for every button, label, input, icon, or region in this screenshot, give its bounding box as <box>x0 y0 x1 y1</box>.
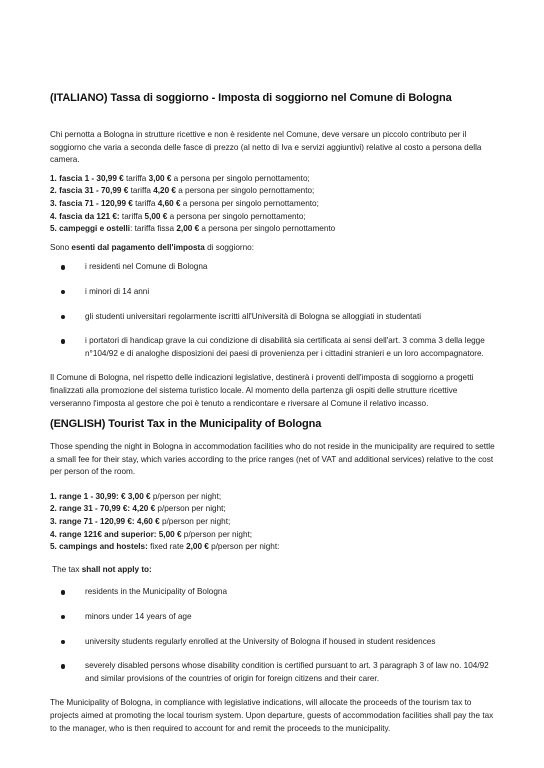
rate-amount: 2,00 € <box>176 224 200 234</box>
italian-rate-item <box>50 211 496 224</box>
english-rate-item <box>50 516 496 529</box>
bullet-icon <box>61 265 65 269</box>
list-item <box>50 311 496 324</box>
rate-text: p/person per night; <box>155 504 226 514</box>
rate-text: a persona per singolo pernottamento; <box>171 173 310 183</box>
italian-exemptions-heading <box>50 242 496 255</box>
italian-closing-paragraph: Il Comune di Bologna, nel rispetto delle indicazioni legislative, destinerà i proventi dell'imposta di soggiorno a progetti finalizzati alla promozione del sistema turistico locale. Al momento della partenza gli ospiti delle strutture ricettive verseranno l'imposta al gestore che poi è tenuto a rendicontare e riversare al Comune il relativo incasso. <box>50 373 474 408</box>
italian-rate-item <box>50 173 496 186</box>
rate-range: 5. campeggi e ostelli <box>50 224 131 234</box>
rate-range: 1. range 1 - 30,99: € 3,00 € <box>50 491 151 501</box>
rate-range: 2. range 31 - 70,99 €: 4,20 € <box>50 504 156 514</box>
list-item <box>50 586 496 599</box>
list-item <box>50 611 496 624</box>
exempt-text: The tax <box>50 564 82 574</box>
list-item-text: severely disabled persons whose disability condition is certified pursuant to art. 3 paragraph 3 of law no. 104/92 and similar provisions of the countries of origin for foreign citizens and their carer. <box>85 661 489 683</box>
english-exemption-list <box>50 586 496 685</box>
list-item <box>50 660 496 685</box>
list-item-text: i minori di 14 anni <box>85 286 150 296</box>
list-item-text: i portatori di handicap grave la cui condizione di disabilità sia certificata ai sensi dell'art. 3 comma 3 della legge n°104/92 e di analoghe disposizioni dei paesi di provenienza per i cittadini stranieri e un loro accompagnatore. <box>85 336 485 358</box>
exempt-text: di soggiorno: <box>204 242 255 252</box>
rate-text: p/person per night: <box>208 542 280 552</box>
bullet-icon <box>61 339 65 343</box>
english-rate-item <box>50 491 496 504</box>
english-closing-paragraph: The Municipality of Bologna, in compliance with legislative indications, will allocate the proceeds of the tourism tax to projects aimed at promoting the local tourism system. Upon departure, guests of accommodation facilities shall pay the tax to the manager, who is then required to account for and remit the proceeds to the municipality. <box>50 698 494 733</box>
rate-range: 5. campings and hostels: <box>50 542 148 552</box>
rate-text: a persona per singolo pernottamento; <box>167 211 306 221</box>
rate-text: tariffa <box>123 173 149 183</box>
bullet-icon <box>61 615 65 619</box>
italian-rate-item <box>50 198 496 211</box>
list-item-text: minors under 14 years of age <box>85 611 192 621</box>
rate-amount: 4,20 € <box>153 186 176 196</box>
list-item <box>50 261 496 274</box>
rate-text: p/person per night; <box>181 529 253 539</box>
italian-rate-list <box>50 173 496 236</box>
italian-section <box>50 91 496 410</box>
rate-text: tariffa <box>132 198 158 208</box>
bullet-icon <box>61 290 65 294</box>
rate-text: tariffa <box>128 186 154 196</box>
rate-text: a persona per singolo pernottamento <box>199 224 336 234</box>
list-item <box>50 286 496 299</box>
rate-text: fixed rate <box>147 542 187 552</box>
list-item-text: gli studenti universitari regolarmente iscritti all'Università di Bologna se alloggiati in studentati <box>85 311 422 321</box>
bullet-icon <box>61 590 65 594</box>
rate-range: 4. range 121€ and superior: 5,00 € <box>50 529 182 539</box>
italian-intro: Chi pernotta a Bologna in strutture ricettive e non è residente nel Comune, deve versare un piccolo contributo per il soggiorno che varia a seconda delle fasce di prezzo (al netto di Iva e servizi aggiuntivi) relative al costo a persona della camera. <box>50 130 482 165</box>
rate-text: a persona per singolo pernottamento; <box>175 186 315 196</box>
rate-range: 3. range 71 - 120,99 €: 4,60 € <box>50 516 160 526</box>
english-rate-item <box>50 503 496 516</box>
rate-text: : tariffa fissa <box>130 224 177 234</box>
rate-text: p/person per night; <box>150 491 222 501</box>
rate-amount: 2,00 € <box>186 542 209 552</box>
list-item <box>50 335 496 360</box>
rate-text: a persona per singolo pernottamento; <box>180 198 319 208</box>
rate-range: 1. fascia 1 - 30,99 € <box>50 173 124 183</box>
list-item-text: university students regularly enrolled at the University of Bologna if housed in student residences <box>85 636 436 646</box>
rate-range: 3. fascia 71 - 120,99 € <box>50 198 133 208</box>
rate-text: tariffa <box>119 211 145 221</box>
rate-range: 4. fascia da 121 €: <box>50 211 120 221</box>
exempt-text: Sono <box>50 242 72 252</box>
rate-amount: 3,00 € <box>148 173 172 183</box>
rate-text: p/person per night; <box>159 516 231 526</box>
bullet-icon <box>61 664 65 668</box>
list-item <box>50 636 496 649</box>
rate-range: 2. fascia 31 - 70,99 € <box>50 186 129 196</box>
exempt-bold: shall not apply to: <box>81 564 152 574</box>
english-rate-item <box>50 529 496 542</box>
english-rate-list <box>50 491 496 554</box>
bullet-icon <box>61 640 65 644</box>
english-exemptions-heading <box>50 564 496 577</box>
exempt-bold: esenti dal pagamento dell'imposta <box>71 242 205 252</box>
english-intro: Those spending the night in Bologna in accommodation facilities who do not reside in the municipality are required to settle a small fee for their stay, which varies according to the price ranges (net of VAT and additional services) relative to the cost per person of the room. <box>50 442 495 477</box>
rate-amount: 4,60 € <box>157 198 181 208</box>
english-section <box>50 417 496 735</box>
italian-exemption-list <box>50 261 496 360</box>
list-item-text: residents in the Municipality of Bologna <box>85 587 227 597</box>
italian-rate-item <box>50 185 496 198</box>
italian-title: (ITALIANO) Tassa di soggiorno - Imposta di soggiorno nel Comune di Bologna <box>50 92 452 104</box>
italian-rate-item <box>50 223 496 236</box>
rate-amount: 5,00 € <box>144 211 168 221</box>
bullet-icon <box>61 315 65 319</box>
english-rate-item <box>50 541 496 554</box>
list-item-text: i residenti nel Comune di Bologna <box>85 262 208 272</box>
english-title: (ENGLISH) Tourist Tax in the Municipality of Bologna <box>50 418 322 430</box>
